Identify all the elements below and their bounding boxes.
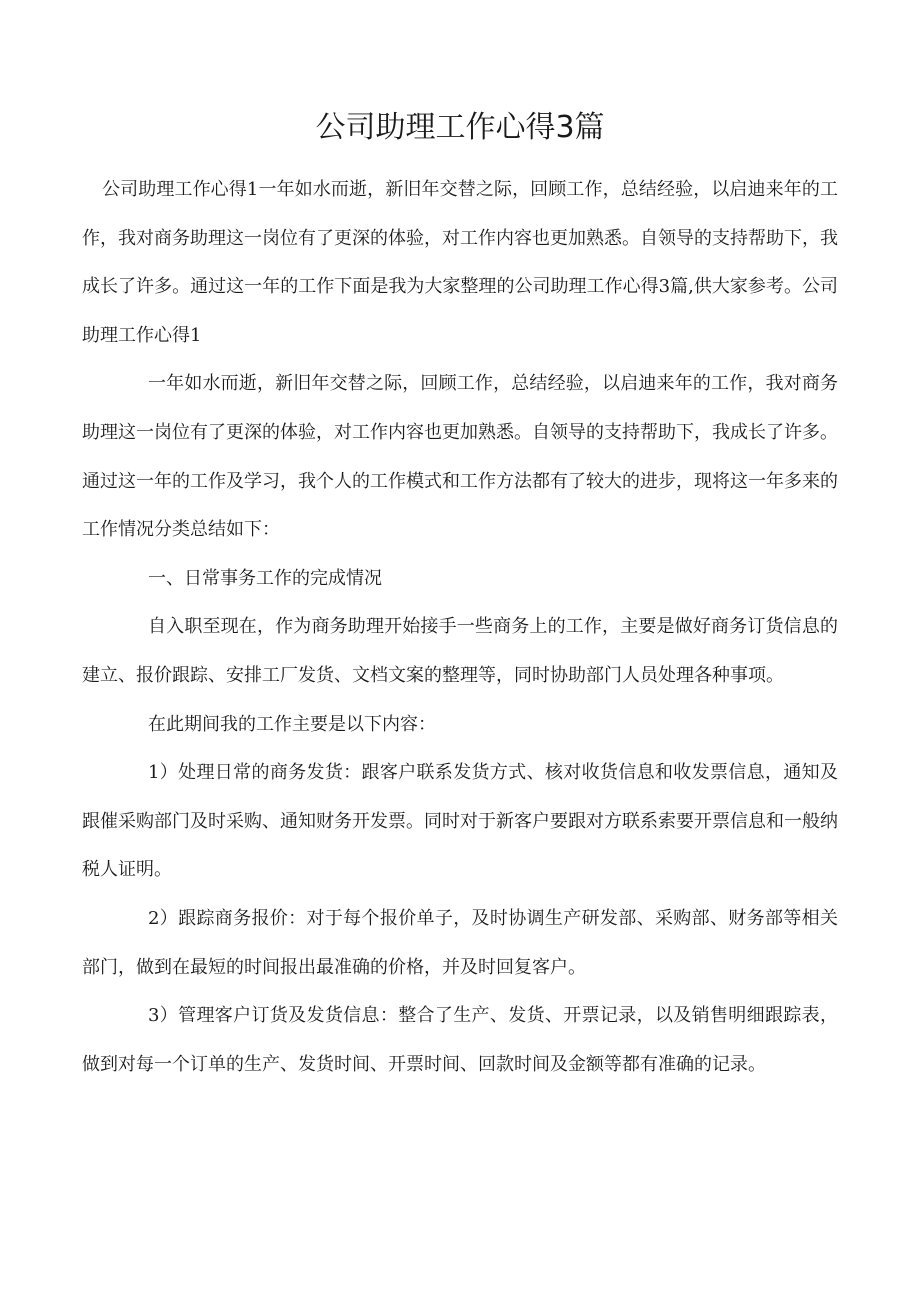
list-item-shipping: 1）处理日常的商务发货：跟客户联系发货方式、核对收货信息和收发票信息，通知及跟催采购部门及时采购、通知财务开发票。同时对于新客户要跟对方联系索要开票信息和一般纳税人证明。 <box>82 762 838 881</box>
document-title: 公司助理工作心得3篇 <box>315 110 605 145</box>
paragraph-duties-overview: 自入职至现在，作为商务助理开始接手一些商务上的工作，主要是做好商务订货信息的建立、报价跟踪、安排工厂发货、文档文案的整理等，同时协助部门人员处理各种事项。 <box>82 616 838 686</box>
document-body <box>82 166 838 1089</box>
paragraph-duties-intro: 在此期间我的工作主要是以下内容： <box>148 713 436 735</box>
paragraph-intro: 公司助理工作心得1一年如水而逝，新旧年交替之际，回顾工作，总结经验，以启迪来年的工作，我对商务助理这一岗位有了更深的体验，对工作内容也更加熟悉。自领导的支持帮助下，我成长了许多。通过这一年的工作下面是我为大家整理的公司助理工作心得3篇,供大家参考。公司助理工作心得1 <box>82 179 838 346</box>
paragraph-review: 一年如水而逝，新旧年交替之际，回顾工作，总结经验，以启迪来年的工作，我对商务助理这一岗位有了更深的体验，对工作内容也更加熟悉。自领导的支持帮助下，我成长了许多。通过这一年的工作及学习，我个人的工作模式和工作方法都有了较大的进步，现将这一年多来的工作情况分类总结如下： <box>82 373 838 541</box>
section-heading-daily-work: 一、日常事务工作的完成情况 <box>148 567 382 589</box>
list-item-quotation: 2）跟踪商务报价：对于每个报价单子，及时协调生产研发部、采购部、财务部等相关部门，做到在最短的时间报出最准确的价格，并及时回复客户。 <box>82 907 838 978</box>
list-item-order-records: 3）管理客户订货及发货信息：整合了生产、发货、开票记录，以及销售明细跟踪表，做到对每一个订单的生产、发货时间、开票时间、回款时间及金额等都有准确的记录。 <box>82 1005 838 1075</box>
